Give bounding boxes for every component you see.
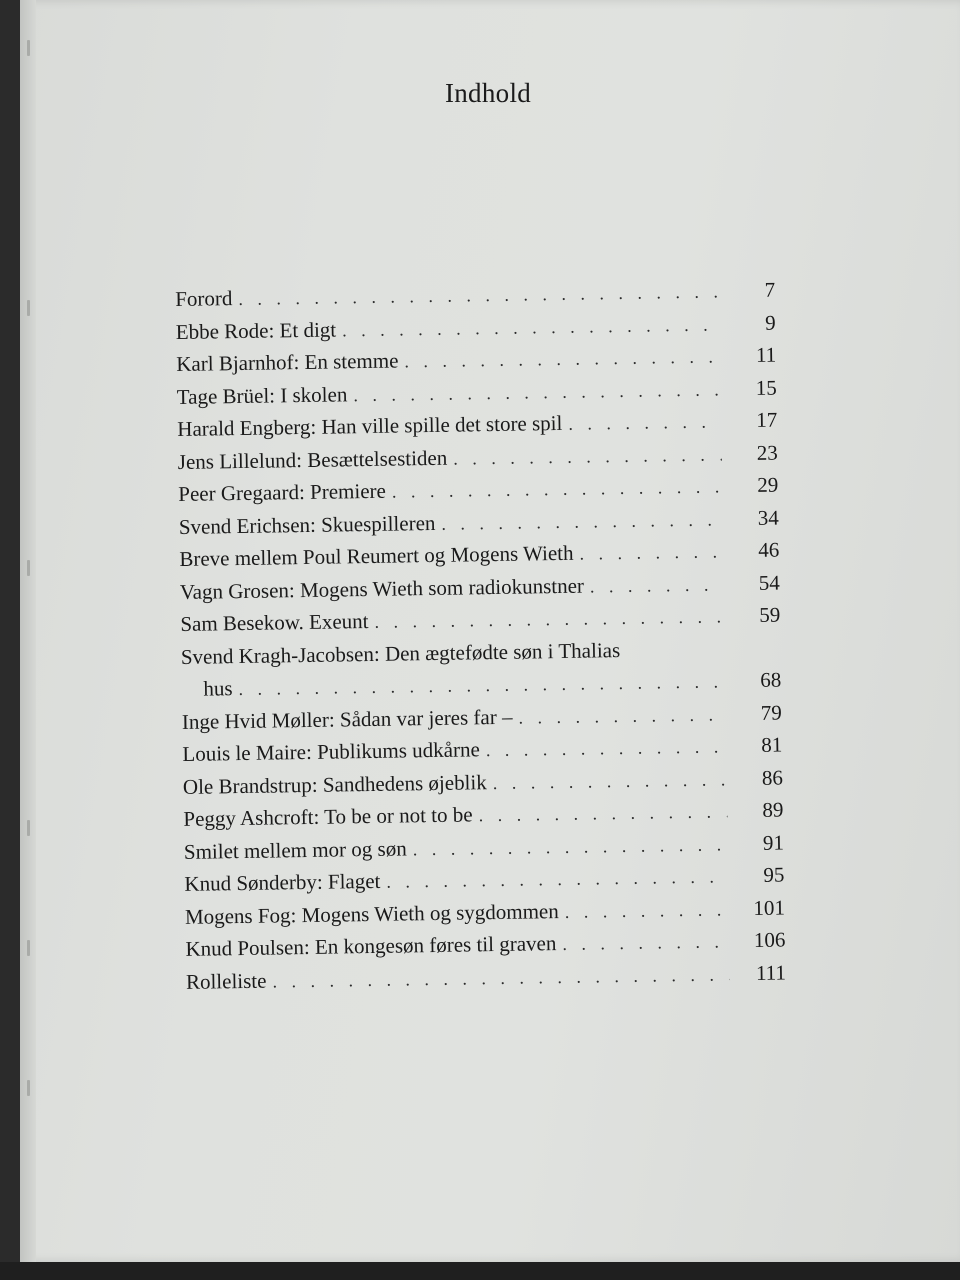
toc-page-number: 54 bbox=[758, 570, 780, 595]
toc-entry-title: Karl Bjarnhof: En stemme bbox=[176, 348, 399, 376]
toc-entry-title: Svend Kragh-Jacobsen: Den ægtefødte søn i Thalias bbox=[180, 637, 621, 669]
toc-entry-title: Ebbe Rode: Et digt bbox=[175, 316, 337, 344]
toc-entry-title: Peer Gregaard: Premiere bbox=[178, 478, 387, 506]
binding-stitch bbox=[27, 1080, 30, 1096]
toc-entry-title: Ole Brandstrup: Sandhedens øjeblik bbox=[182, 769, 487, 799]
toc-page-number: 101 bbox=[753, 894, 786, 920]
toc-entry-title: Vagn Grosen: Mogens Wieth som radiokunstner bbox=[179, 573, 585, 604]
toc-page-number: 7 bbox=[764, 277, 776, 302]
toc-page-number: 89 bbox=[762, 797, 784, 822]
toc-page-number: 91 bbox=[762, 830, 785, 855]
page-title: Indhold bbox=[444, 78, 532, 108]
toc-page-number: 46 bbox=[758, 537, 780, 562]
toc-page-number: 34 bbox=[757, 505, 779, 530]
toc-page-number: 9 bbox=[765, 310, 776, 335]
toc-page-number: 106 bbox=[753, 927, 786, 952]
dot-leader bbox=[386, 860, 728, 898]
toc-entry-title: Mogens Fog: Mogens Wieth og sygdommen bbox=[184, 898, 559, 929]
toc-entry-title: Louis le Maire: Publikums udkårne bbox=[182, 737, 481, 766]
table-of-contents bbox=[175, 274, 786, 998]
toc-entry-title: Harald Engberg: Han ville spille det store spil bbox=[177, 410, 563, 441]
dot-leader bbox=[565, 893, 730, 928]
toc-entry-title: Forord bbox=[175, 286, 233, 311]
toc-page-number: 15 bbox=[755, 375, 777, 400]
dot-leader bbox=[518, 698, 726, 734]
dot-leader bbox=[453, 438, 722, 475]
dot-leader bbox=[568, 405, 721, 440]
dot-leader bbox=[412, 828, 728, 865]
toc-page-number: 81 bbox=[761, 732, 783, 757]
binding-stitch bbox=[27, 40, 30, 56]
book-gutter bbox=[20, 0, 36, 1262]
toc-page-number: 86 bbox=[761, 765, 784, 790]
toc-entry-title: Peggy Ashcroft: To be or not to be bbox=[183, 802, 473, 831]
toc-page-number: 17 bbox=[756, 407, 778, 432]
toc-page-number: 29 bbox=[757, 472, 779, 497]
dot-leader bbox=[486, 730, 727, 766]
binding-stitch bbox=[27, 820, 30, 836]
toc-page-number: 11 bbox=[755, 342, 777, 367]
toc-entry-title: Tage Brüel: I skolen bbox=[176, 381, 348, 409]
dot-leader bbox=[590, 568, 724, 603]
dot-leader bbox=[374, 600, 724, 638]
toc-entry-title: Inge Hvid Møller: Sådan var jeres far – bbox=[181, 704, 513, 734]
toc-page-number: 79 bbox=[760, 700, 783, 725]
toc-entry-title: Smilet mellem mor og søn bbox=[183, 835, 407, 864]
dot-leader bbox=[404, 340, 720, 377]
toc-page-number: 111 bbox=[755, 959, 787, 985]
toc-entry-title: Breve mellem Poul Reumert og Mogens Wieth bbox=[179, 540, 574, 571]
toc-entry-title: Sam Besekow. Exeunt bbox=[180, 609, 369, 636]
toc-page-number: 95 bbox=[763, 862, 785, 887]
binding-stitch bbox=[27, 560, 30, 576]
dot-leader bbox=[478, 795, 727, 831]
dot-leader bbox=[579, 535, 723, 570]
dot-leader bbox=[441, 503, 723, 540]
toc-entry-title: Knud Sønderby: Flaget bbox=[184, 868, 381, 896]
toc-entry-title: hus bbox=[203, 676, 233, 701]
background-edge bbox=[0, 1262, 960, 1280]
toc-entry-title: Svend Erichsen: Skuespilleren bbox=[178, 510, 436, 539]
toc-entry-title: Rolleliste bbox=[185, 968, 267, 994]
dot-leader bbox=[493, 763, 728, 799]
toc-entry-title: Knud Poulsen: En kongesøn føres til graven bbox=[185, 931, 557, 961]
dot-leader bbox=[392, 470, 723, 508]
toc-page-number: 59 bbox=[759, 602, 781, 627]
toc-page-number: 23 bbox=[756, 440, 778, 465]
toc-page-number: 68 bbox=[760, 667, 782, 692]
dot-leader bbox=[562, 925, 730, 960]
binding-stitch bbox=[27, 300, 30, 316]
toc-entry-title: Jens Lillelund: Besættelsestiden bbox=[177, 445, 448, 474]
binding-stitch bbox=[27, 940, 30, 956]
